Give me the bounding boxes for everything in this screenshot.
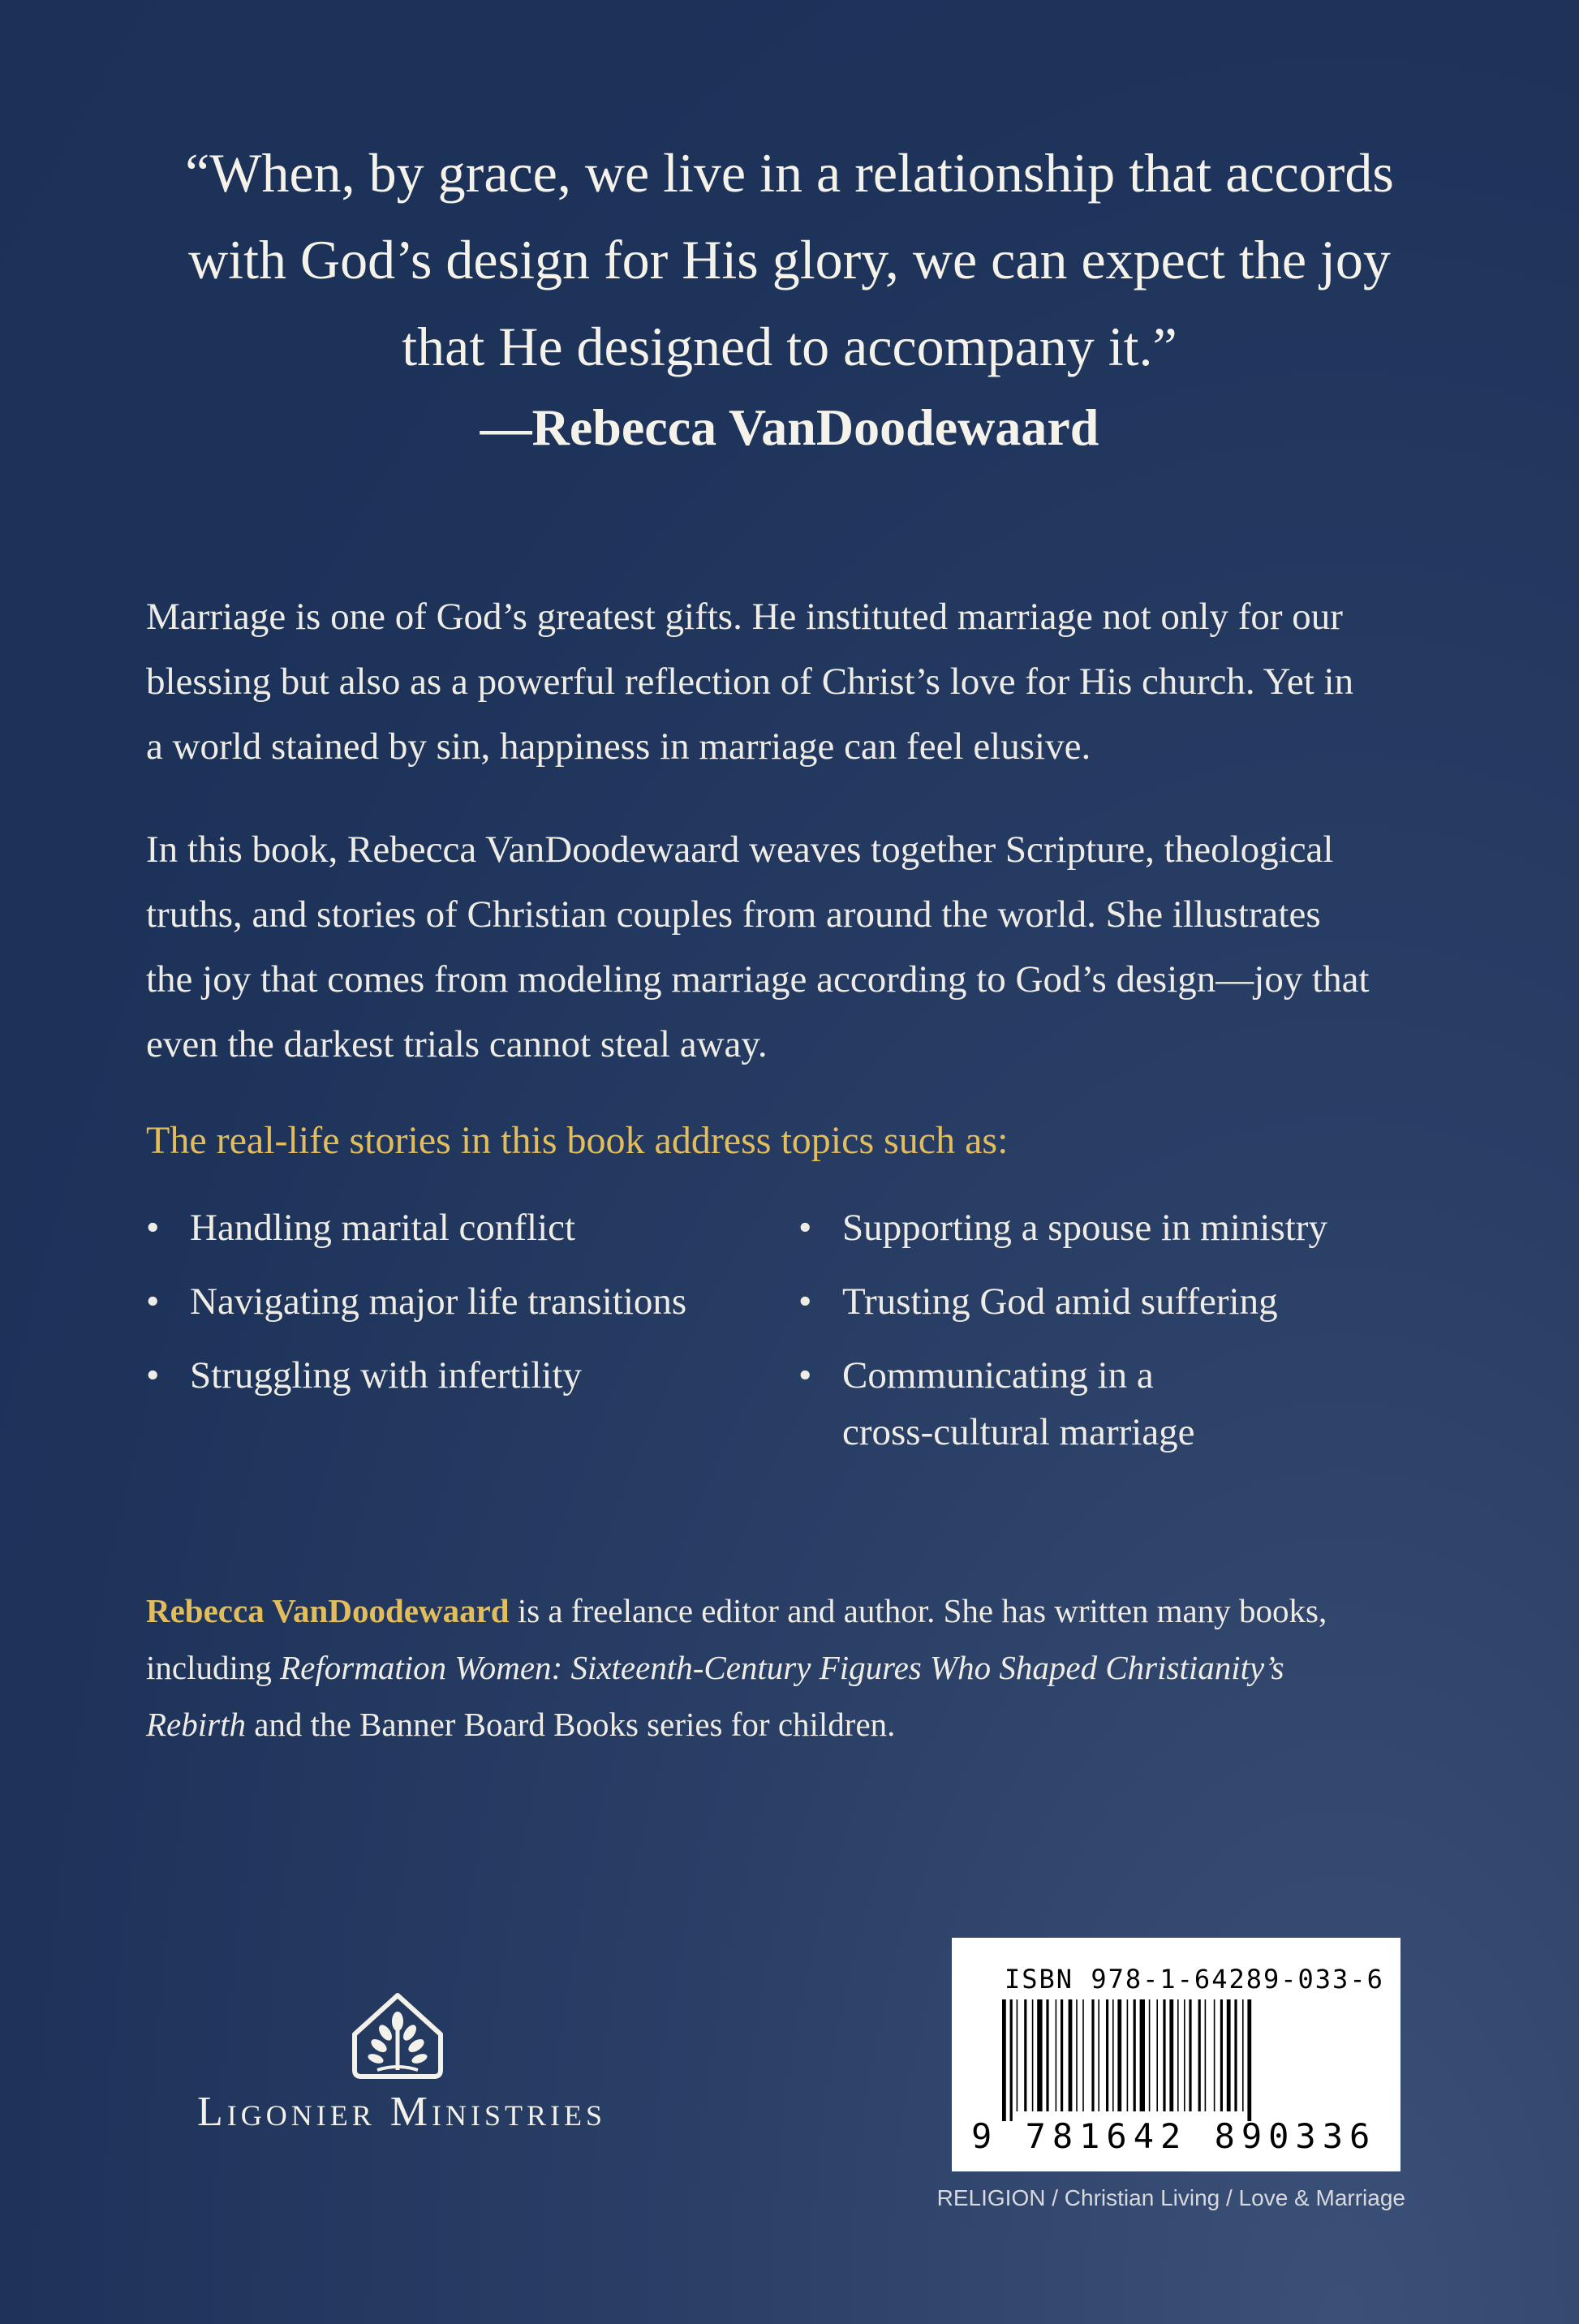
bio-text: including <box>146 1649 281 1686</box>
paragraph-line: truths, and stories of Christian couples from around the world. She illustrates <box>146 893 1321 936</box>
tree-in-shield-icon <box>345 1992 450 2081</box>
isbn-label: ISBN 978-1-64289-033-6 <box>1005 1964 1384 1995</box>
topic-text: cross-cultural marriage <box>842 1411 1195 1453</box>
paragraph-line: blessing but also as a powerful reflection of Christ’s love for His church. Yet in <box>146 661 1354 703</box>
barcode-bar <box>1189 1999 1191 2111</box>
description-paragraph-2 <box>146 817 1436 1077</box>
bio-text: and the Banner Board Books series for children. <box>245 1706 896 1743</box>
quote-attribution: —Rebecca VanDoodewaard <box>480 398 1099 456</box>
barcode-bar <box>1140 1999 1145 2111</box>
list-item <box>146 1199 779 1256</box>
barcode-bar <box>1214 1999 1215 2111</box>
bio-line <box>146 1696 1436 1753</box>
barcode-bar <box>1061 1999 1063 2111</box>
topic-text: Navigating major life transitions <box>190 1280 687 1323</box>
publisher-logo <box>138 1992 665 2138</box>
publisher-name: Ligonier Ministries <box>197 2089 606 2135</box>
barcode-bar <box>1198 1999 1201 2111</box>
bullet-icon: • <box>798 1207 812 1249</box>
topics-list-left <box>146 1199 779 1421</box>
list-item <box>798 1347 1448 1461</box>
bullet-icon: • <box>146 1207 160 1249</box>
quote-line: that He designed to accompany it.” <box>402 316 1177 377</box>
list-item <box>146 1273 779 1330</box>
topic-text: Communicating in a <box>842 1354 1154 1397</box>
barcode-bar <box>1046 1999 1048 2111</box>
barcode-bar <box>1127 1999 1129 2111</box>
barcode-bar <box>1056 1999 1057 2111</box>
pull-quote <box>97 130 1482 390</box>
barcode-bar <box>1037 1999 1042 2111</box>
bullet-icon: • <box>798 1280 812 1323</box>
paragraph-line: Marriage is one of God’s greatest gifts. He instituted marriage not only for our <box>146 596 1343 638</box>
bio-line <box>146 1582 1436 1639</box>
barcode-bars <box>1002 1999 1351 2121</box>
description-paragraph-1 <box>146 584 1436 779</box>
topic-text: Trusting God amid suffering <box>842 1280 1278 1323</box>
list-item <box>798 1199 1448 1256</box>
barcode-bar <box>1032 1999 1034 2111</box>
topic-text: Struggling with infertility <box>190 1354 583 1397</box>
paragraph-line: a world stained by sin, happiness in marriage can feel elusive. <box>146 725 1091 768</box>
barcode-bar <box>1024 1999 1026 2111</box>
barcode-bar <box>1184 1999 1185 2111</box>
barcode-bar <box>1017 1999 1018 2111</box>
barcode-bar <box>1177 1999 1179 2111</box>
barcode-bar <box>1227 1999 1231 2111</box>
author-bio <box>146 1582 1436 1753</box>
paragraph-line: In this book, Rebecca VanDoodewaard weaves together Scripture, theological <box>146 828 1334 871</box>
bullet-icon: • <box>146 1354 160 1397</box>
barcode-bar <box>1091 1999 1094 2111</box>
barcode-bar <box>1002 1999 1006 2121</box>
list-item <box>798 1273 1448 1330</box>
quote-line: “When, by grace, we live in a relationship that accords <box>185 142 1394 204</box>
barcode-bar <box>1234 1999 1237 2111</box>
barcode-bar <box>1156 1999 1158 2111</box>
barcode-bar <box>1242 1999 1244 2111</box>
barcode-bar <box>1205 1999 1207 2111</box>
barcode-bar <box>1247 1999 1251 2121</box>
quote-line: with God’s design for His glory, we can expect the joy <box>188 229 1391 290</box>
paragraph-line: the joy that comes from modeling marriage according to God’s design—joy that <box>146 958 1370 1001</box>
topics-list-right <box>798 1199 1448 1478</box>
topics-heading: The real-life stories in this book address topics such as: <box>146 1119 1009 1162</box>
barcode-bar <box>1163 1999 1165 2111</box>
topic-text: Handling marital conflict <box>190 1207 576 1249</box>
category-label: RELIGION / Christian Living / Love & Marriage <box>936 2185 1405 2210</box>
barcode-bar <box>1134 1999 1136 2111</box>
author-name: Rebecca VanDoodewaard <box>146 1592 510 1629</box>
book-title: Reformation Women: Sixteenth-Century Figures Who Shaped Christianity’s <box>280 1649 1284 1686</box>
isbn-barcode <box>952 1938 1400 2171</box>
book-title: Rebirth <box>146 1706 246 1743</box>
barcode-bar <box>1117 1999 1121 2111</box>
barcode-bar <box>1010 1999 1013 2121</box>
bullet-icon: • <box>798 1354 812 1397</box>
bio-text: is a freelance editor and author. She has written many books, <box>509 1592 1327 1629</box>
paragraph-line: even the darkest trials cannot steal away. <box>146 1023 768 1065</box>
barcode-bar <box>1098 1999 1099 2111</box>
barcode-bar <box>1106 1999 1108 2111</box>
topic-text: Supporting a spouse in ministry <box>842 1207 1327 1249</box>
barcode-bar <box>1069 1999 1073 2111</box>
bullet-icon: • <box>146 1280 160 1323</box>
barcode-bar <box>1112 1999 1114 2111</box>
barcode-bar <box>1076 1999 1078 2111</box>
list-item <box>146 1347 779 1404</box>
barcode-bar <box>1220 1999 1223 2111</box>
barcode-bar <box>1149 1999 1151 2111</box>
bio-line <box>146 1639 1436 1696</box>
barcode-bar <box>1082 1999 1084 2111</box>
barcode-bar <box>1169 1999 1173 2111</box>
barcode-digits: 9 781642 890336 <box>971 2116 1377 2156</box>
